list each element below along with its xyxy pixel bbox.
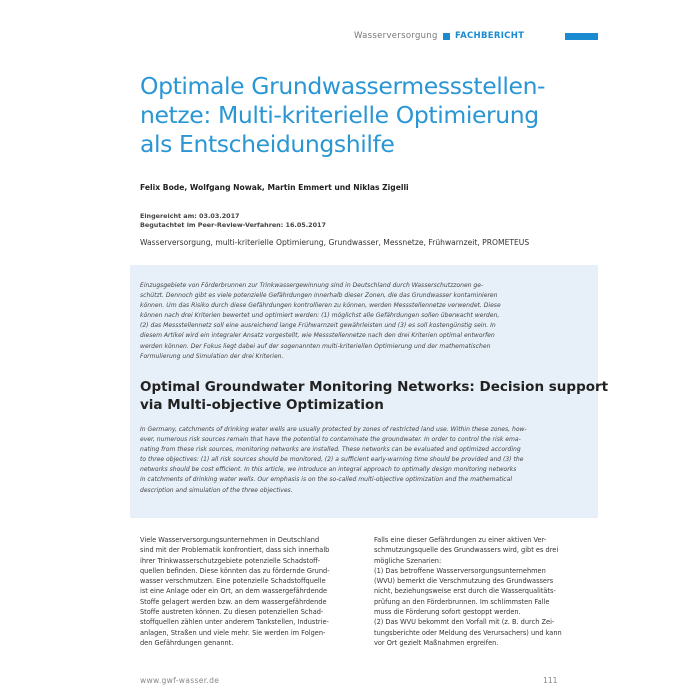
body-line: vor Ort gezielt Maßnahmen ergreifen. bbox=[374, 638, 499, 647]
abstract-line: nating from these risk sources, monitoring networks are installed. These networks can be evaluated and optimized according bbox=[140, 446, 521, 454]
body-line: schmutzungsquelle des Grundwassers wird, gibt es drei bbox=[374, 546, 559, 555]
body-line: prüfung an den Förderbrunnen. Im schlimmsten Falle bbox=[374, 597, 550, 606]
body-line: tungsberichte oder Meldung des Verursachers) und kann bbox=[374, 628, 562, 637]
body-line: stoffquellen zählen unter anderem Tankstellen, Industrie- bbox=[140, 618, 329, 627]
received-date: Eingereicht am: 03.03.2017 bbox=[140, 212, 240, 220]
body-line: (1) Das betroffene Wasserversorgungsunternehmen bbox=[374, 566, 546, 575]
body-line: Falls eine dieser Gefährdungen zu einer aktiven Ver- bbox=[374, 536, 547, 544]
submission-dates bbox=[140, 212, 326, 230]
body-line: Viele Wasserversorgungsunternehmen in Deutschland bbox=[140, 536, 320, 544]
header-accent-bar bbox=[565, 33, 598, 40]
body-line: nicht, beziehungsweise erst durch die Wasserqualitäts- bbox=[374, 587, 556, 596]
abstract-line: schützt. Dennoch gibt es viele potenzielle Gefährdungen innerhalb dieser Zonen, die das Grundwasser kontaminieren bbox=[140, 292, 498, 300]
abstract-line: description and simulation of the three objectives. bbox=[140, 486, 293, 494]
authors: Felix Bode, Wolfgang Nowak, Martin Emmert und Niklas Zigelli bbox=[140, 183, 409, 192]
abstract-line: können nach drei Kriterien bewertet und optimiert werden: (1) möglichst alle Gefährdungen sollen überwacht werden, bbox=[140, 312, 500, 320]
abstract-line: Einzugsgebiete von Förderbrunnen zur Trinkwassergewinnung sind in Deutschland durch Wasserschutzzonen ge- bbox=[140, 282, 484, 289]
abstract-line: to three objectives: (1) all risk sources should be monitored, (2) a sufficient early-warning time should be provided and (3) the bbox=[140, 456, 524, 464]
page-header bbox=[0, 31, 700, 45]
english-title-line: via Multi-objective Optimization bbox=[140, 397, 384, 413]
abstract-line: (2) das Messstellennetz soll eine ausreichend lange Frühwarnzeit gewährleisten und (3) es soll kostengünstig sein. In bbox=[140, 322, 496, 330]
english-title bbox=[140, 378, 609, 414]
body-line: ihrer Trinkwasserschutzgebiete potenzielle Schadstoff- bbox=[140, 556, 321, 565]
body-line: wasser verschmutzen. Eine potenzielle Schadstoffquelle bbox=[140, 577, 326, 586]
title-line: netze: Multi-kriterielle Optimierung bbox=[140, 101, 539, 129]
body-line: (WVU) bemerkt die Verschmutzung des Grundwassers bbox=[374, 577, 554, 586]
body-line: mögliche Szenarien: bbox=[374, 556, 442, 565]
abstract-line: können. Um das Risiko durch diese Gefährdungen kontrollieren zu können, werden Messstellennetze verwendet. Diese bbox=[140, 302, 501, 310]
body-line: den Gefährdungen genannt. bbox=[140, 638, 234, 647]
body-line: ist eine Anlage oder ein Ort, an dem wassergefährdende bbox=[140, 587, 328, 596]
header-category: Wasserversorgung bbox=[354, 31, 438, 41]
page-number: 111 bbox=[543, 676, 558, 685]
body-line: (2) Das WVU bekommt den Vorfall mit (z. B. durch Zei- bbox=[374, 618, 555, 627]
footer-url[interactable]: www.gwf-wasser.de bbox=[140, 676, 220, 685]
abstract-line: werden können. Der Fokus liegt dabei auf der sogenannten multi-kriteriellen Optimierung und der mathematischen bbox=[140, 342, 491, 350]
reviewed-date: Begutachtet im Peer-Review-Verfahren: 16.05.2017 bbox=[140, 221, 326, 229]
body-line: Stoffe austreten können. Zu diesen potenziellen Schad- bbox=[140, 608, 324, 617]
body-line: anlagen, Straßen und viele mehr. Sie werden im Folgen- bbox=[140, 628, 326, 637]
header-article-type: FACHBERICHT bbox=[455, 31, 525, 41]
header-square-marker bbox=[443, 33, 450, 40]
abstract-line: networks should be cost efficient. In this article, we introduce an integral approach to optimally design monitoring networks bbox=[140, 466, 517, 474]
body-column-left bbox=[140, 535, 358, 648]
abstract-line: In Germany, catchments of drinking water wells are usually protected by zones of restricted land use. Within these zones, how- bbox=[140, 426, 527, 433]
body-line: Stoffe gelagert werden bzw. an dem wassergefährdende bbox=[140, 597, 327, 606]
abstract-line: ever, numerous risk sources remain that have the potential to contaminate the groundwater. In order to control the risk ema- bbox=[140, 436, 521, 444]
body-line: muss die Förderung sofort gestoppt werden. bbox=[374, 608, 521, 617]
title-line: Optimale Grundwassermessstellen- bbox=[140, 72, 546, 100]
body-line: sind mit der Problematik konfrontiert, dass sich innerhalb bbox=[140, 546, 330, 555]
abstract-line: Formulierung und Simulation der drei Kriterien. bbox=[140, 352, 284, 360]
title-line: als Entscheidungshilfe bbox=[140, 130, 395, 158]
english-title-line: Optimal Groundwater Monitoring Networks: Decision support bbox=[140, 379, 609, 395]
body-line: quellen befinden. Diese könnten das zu fördernde Grund- bbox=[140, 566, 330, 575]
body-column-right bbox=[374, 535, 592, 648]
keywords: Wasserversorgung, multi-kriterielle Optimierung, Grundwasser, Messnetze, Frühwarnzeit, PROMETEUS bbox=[140, 238, 530, 247]
abstract-line: in catchments of drinking water wells. Our emphasis is on the so-called multi-objective optimization and the mathematical bbox=[140, 476, 512, 484]
abstract-german bbox=[140, 281, 590, 362]
abstract-english bbox=[140, 425, 590, 496]
article-title bbox=[140, 72, 580, 159]
abstract-line: diesem Artikel wird ein integraler Ansatz vorgestellt, wie Messstellennetze nach den drei Kriterien optimal entworfen bbox=[140, 332, 495, 340]
